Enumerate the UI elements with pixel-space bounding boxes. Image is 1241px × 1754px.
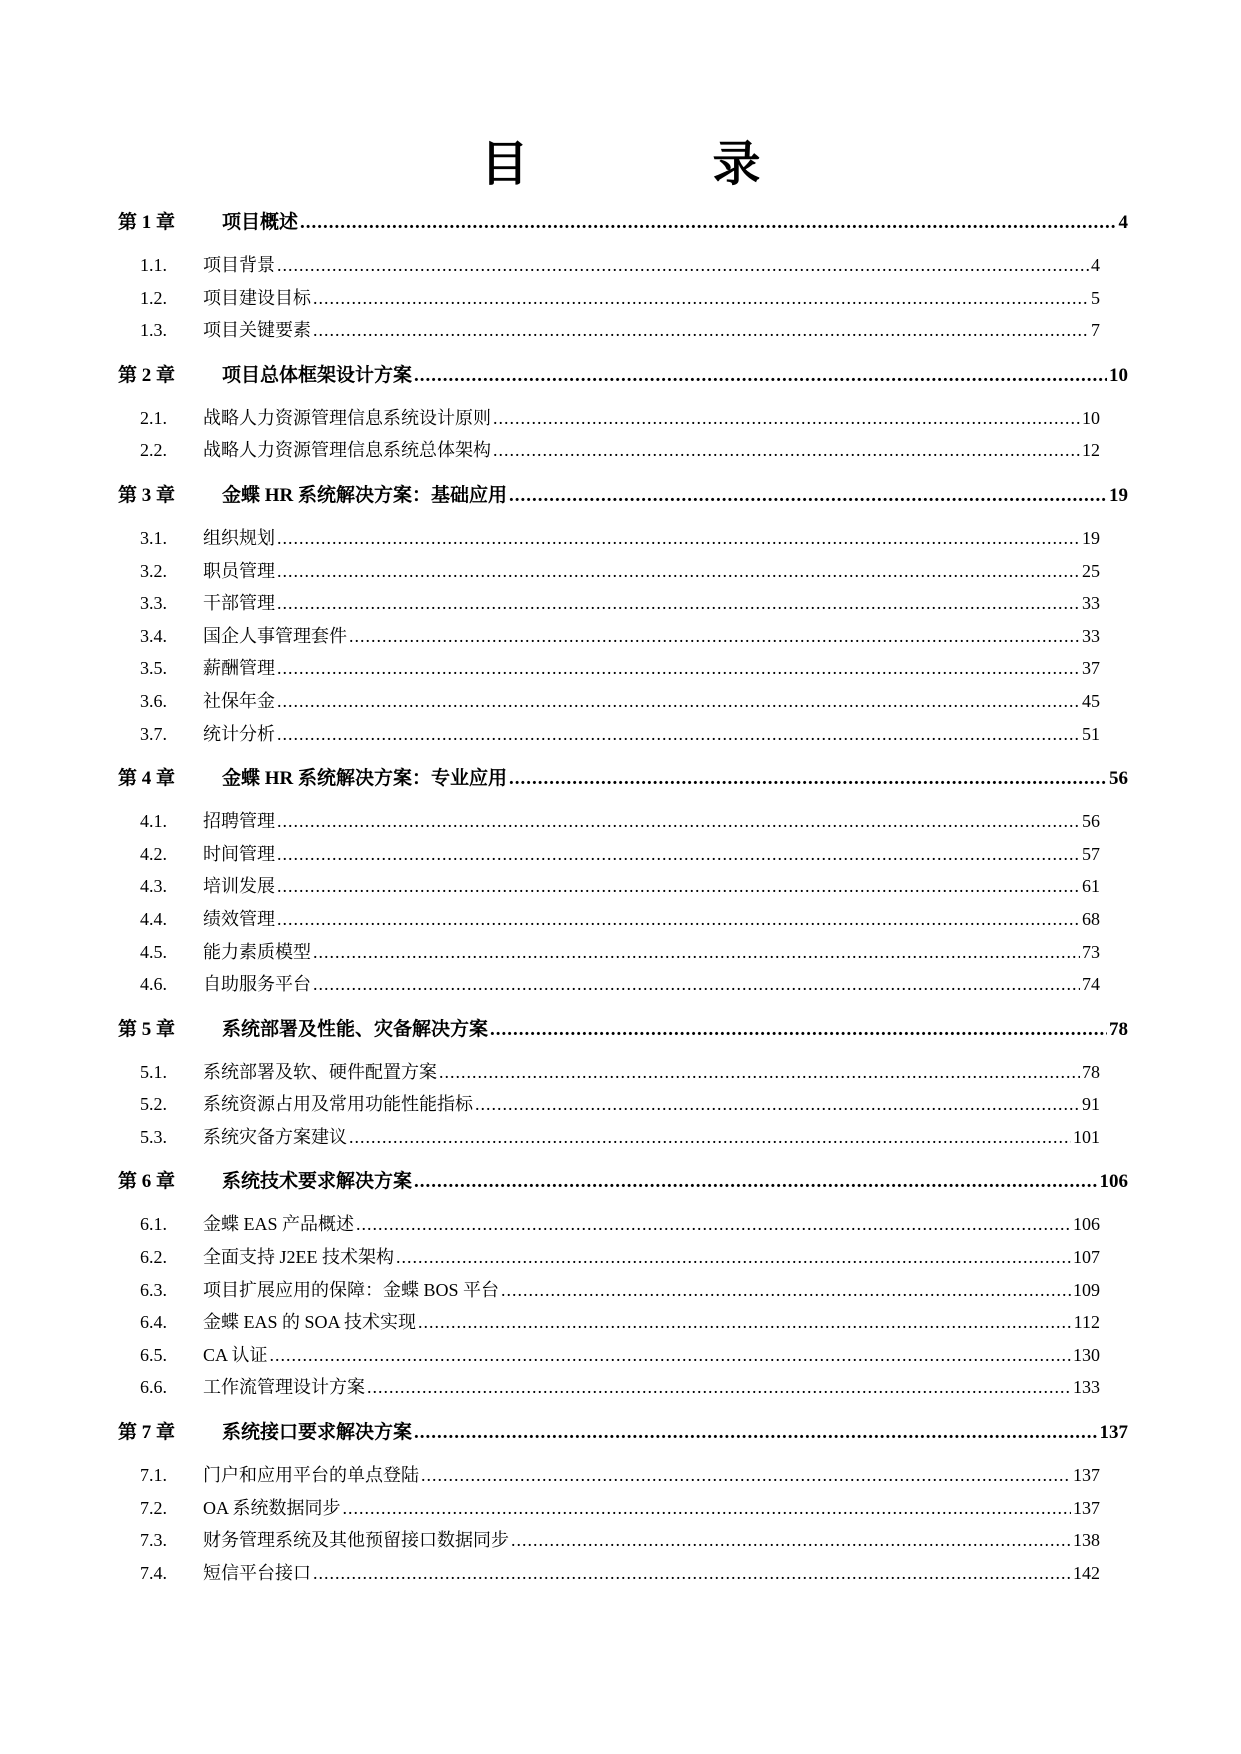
section-title: 干部管理 xyxy=(203,593,275,614)
dot-leader xyxy=(475,1088,1080,1121)
dot-leader xyxy=(277,718,1080,751)
toc-section[interactable] xyxy=(118,587,1128,620)
toc-section[interactable] xyxy=(118,968,1128,1001)
section-number: 5.1. xyxy=(140,1061,167,1082)
dot-leader xyxy=(490,1014,1107,1046)
section-title: CA 认证 xyxy=(203,1344,268,1365)
section-title: 项目建设目标 xyxy=(203,287,311,308)
dot-leader xyxy=(356,1208,1071,1241)
toc-section[interactable] xyxy=(118,1121,1128,1154)
chapter-number: 第 7 章 xyxy=(118,1422,176,1444)
toc-section[interactable] xyxy=(118,1208,1128,1241)
toc-section[interactable] xyxy=(118,620,1128,653)
section-page-number: 61 xyxy=(1082,876,1100,897)
toc-section[interactable] xyxy=(118,1306,1128,1339)
toc-section[interactable] xyxy=(118,652,1128,685)
section-page-number: 107 xyxy=(1073,1247,1100,1268)
chapter-title: 系统技术要求解决方案 xyxy=(222,1171,413,1193)
dot-leader xyxy=(277,249,1089,282)
chapter-page-number: 4 xyxy=(1118,212,1128,233)
toc-section[interactable] xyxy=(118,1241,1128,1274)
toc-section[interactable] xyxy=(118,805,1128,838)
section-page-number: 133 xyxy=(1073,1377,1100,1398)
section-number: 4.5. xyxy=(140,941,167,962)
toc-section[interactable] xyxy=(118,1056,1128,1089)
section-page-number: 10 xyxy=(1082,407,1100,428)
section-page-number: 138 xyxy=(1073,1530,1100,1551)
section-page-number: 74 xyxy=(1082,974,1100,995)
toc-chapter[interactable] xyxy=(118,763,1128,795)
dot-leader xyxy=(367,1371,1071,1404)
dot-leader xyxy=(277,587,1080,620)
dot-leader xyxy=(313,282,1089,315)
section-number: 6.5. xyxy=(140,1344,167,1365)
dot-leader xyxy=(300,207,1116,239)
dot-leader xyxy=(414,1417,1097,1449)
section-number: 3.5. xyxy=(140,658,167,679)
section-number: 2.1. xyxy=(140,407,167,428)
section-number: 4.2. xyxy=(140,843,167,864)
section-number: 7.3. xyxy=(140,1530,167,1551)
chapter-title: 系统部署及性能、灾备解决方案 xyxy=(222,1018,489,1040)
section-number: 4.4. xyxy=(140,908,167,929)
toc-section[interactable] xyxy=(118,870,1128,903)
section-number: 6.3. xyxy=(140,1279,167,1300)
section-number: 1.2. xyxy=(140,287,167,308)
chapter-number: 第 5 章 xyxy=(118,1018,176,1040)
toc-section[interactable] xyxy=(118,1492,1128,1525)
dot-leader xyxy=(421,1459,1071,1492)
toc-section[interactable] xyxy=(118,402,1128,435)
section-page-number: 112 xyxy=(1073,1312,1100,1333)
section-number: 6.6. xyxy=(140,1377,167,1398)
chapter-page-number: 106 xyxy=(1099,1171,1128,1193)
section-title: 门户和应用平台的单点登陆 xyxy=(203,1465,419,1486)
toc-section[interactable] xyxy=(118,555,1128,588)
section-title: 项目关键要素 xyxy=(203,320,311,341)
section-page-number: 106 xyxy=(1073,1214,1100,1235)
toc-section[interactable] xyxy=(118,1557,1128,1590)
section-number: 4.3. xyxy=(140,876,167,897)
toc-section[interactable] xyxy=(118,314,1128,347)
section-page-number: 142 xyxy=(1073,1562,1100,1583)
toc-section[interactable] xyxy=(118,685,1128,718)
dot-leader xyxy=(277,870,1080,903)
chapter-title: 金蝶 HR 系统解决方案：专业应用 xyxy=(222,768,508,790)
chapter-page-number: 56 xyxy=(1109,768,1128,790)
toc-section[interactable] xyxy=(118,1459,1128,1492)
section-page-number: 137 xyxy=(1073,1497,1100,1518)
toc-section[interactable] xyxy=(118,249,1128,282)
chapter-page-number: 137 xyxy=(1099,1422,1128,1444)
section-title: 社保年金 xyxy=(203,690,275,711)
section-number: 3.3. xyxy=(140,593,167,614)
chapter-number: 第 6 章 xyxy=(118,1171,176,1193)
toc-section[interactable] xyxy=(118,434,1128,467)
section-title: 招聘管理 xyxy=(203,811,275,832)
dot-leader xyxy=(277,838,1080,871)
section-page-number: 12 xyxy=(1082,440,1100,461)
section-title: 项目扩展应用的保障：金蝶 BOS 平台 xyxy=(203,1279,500,1300)
section-number: 6.4. xyxy=(140,1312,167,1333)
dot-leader xyxy=(343,1492,1071,1525)
dot-leader xyxy=(396,1241,1071,1274)
toc-section[interactable] xyxy=(118,1524,1128,1557)
section-page-number: 45 xyxy=(1082,690,1100,711)
dot-leader xyxy=(349,1121,1071,1154)
dot-leader xyxy=(313,936,1080,969)
section-number: 7.1. xyxy=(140,1465,167,1486)
section-page-number: 33 xyxy=(1082,625,1100,646)
chapter-page-number: 78 xyxy=(1109,1018,1128,1040)
section-page-number: 130 xyxy=(1073,1344,1100,1365)
chapter-page-number: 10 xyxy=(1109,364,1128,386)
dot-leader xyxy=(493,434,1080,467)
section-page-number: 137 xyxy=(1073,1465,1100,1486)
chapter-page-number: 19 xyxy=(1109,484,1128,506)
dot-leader xyxy=(277,805,1080,838)
toc-section[interactable] xyxy=(118,936,1128,969)
section-title: OA 系统数据同步 xyxy=(203,1497,341,1518)
section-number: 3.6. xyxy=(140,690,167,711)
section-page-number: 101 xyxy=(1073,1126,1100,1147)
chapter-number: 第 1 章 xyxy=(118,212,176,233)
dot-leader xyxy=(277,903,1080,936)
section-title: 国企人事管理套件 xyxy=(203,625,347,646)
section-title: 组织规划 xyxy=(203,527,275,548)
section-title: 自助服务平台 xyxy=(203,974,311,995)
chapter-title: 系统接口要求解决方案 xyxy=(222,1422,413,1444)
dot-leader xyxy=(313,314,1089,347)
section-title: 财务管理系统及其他预留接口数据同步 xyxy=(203,1530,509,1551)
section-title: 职员管理 xyxy=(203,560,275,581)
section-page-number: 73 xyxy=(1082,941,1100,962)
section-number: 6.2. xyxy=(140,1247,167,1268)
section-page-number: 7 xyxy=(1091,320,1100,341)
table-of-contents xyxy=(118,207,1128,1589)
dot-leader xyxy=(277,522,1080,555)
section-page-number: 4 xyxy=(1091,255,1100,275)
section-number: 2.2. xyxy=(140,440,167,461)
dot-leader xyxy=(313,1557,1071,1590)
dot-leader xyxy=(414,1166,1097,1198)
section-title: 战略人力资源管理信息系统设计原则 xyxy=(203,407,491,428)
section-number: 4.1. xyxy=(140,811,167,832)
section-number: 5.3. xyxy=(140,1126,167,1147)
section-title: 统计分析 xyxy=(203,723,275,744)
chapter-title: 项目总体框架设计方案 xyxy=(222,364,413,386)
dot-leader xyxy=(313,968,1080,1001)
section-number: 1.1. xyxy=(140,255,167,275)
section-number: 4.6. xyxy=(140,974,167,995)
toc-section[interactable] xyxy=(118,1274,1128,1307)
section-title: 时间管理 xyxy=(203,843,275,864)
section-page-number: 56 xyxy=(1082,811,1100,832)
section-title: 系统资源占用及常用功能性能指标 xyxy=(203,1094,473,1115)
page-title: 目 录 xyxy=(480,136,829,192)
toc-chapter[interactable] xyxy=(118,207,1128,239)
toc-chapter[interactable] xyxy=(118,480,1128,512)
section-number: 3.7. xyxy=(140,723,167,744)
section-title: 项目背景 xyxy=(203,255,275,275)
toc-section[interactable] xyxy=(118,282,1128,315)
section-title: 绩效管理 xyxy=(203,908,275,929)
section-page-number: 68 xyxy=(1082,908,1100,929)
chapter-number: 第 2 章 xyxy=(118,364,176,386)
toc-section[interactable] xyxy=(118,1339,1128,1372)
section-number: 3.2. xyxy=(140,560,167,581)
dot-leader xyxy=(277,652,1080,685)
toc-chapter[interactable] xyxy=(118,360,1128,392)
section-number: 7.2. xyxy=(140,1497,167,1518)
section-title: 全面支持 J2EE 技术架构 xyxy=(203,1247,394,1268)
section-number: 3.1. xyxy=(140,527,167,548)
section-title: 工作流管理设计方案 xyxy=(203,1377,365,1398)
section-title: 培训发展 xyxy=(203,876,275,897)
dot-leader xyxy=(277,685,1080,718)
toc-section[interactable] xyxy=(118,522,1128,555)
toc-section[interactable] xyxy=(118,903,1128,936)
section-page-number: 51 xyxy=(1082,723,1100,744)
section-number: 3.4. xyxy=(140,625,167,646)
chapter-number: 第 4 章 xyxy=(118,768,176,790)
section-number: 5.2. xyxy=(140,1094,167,1115)
section-title: 系统部署及软、硬件配置方案 xyxy=(203,1061,437,1082)
section-title: 战略人力资源管理信息系统总体架构 xyxy=(203,440,491,461)
toc-chapter[interactable] xyxy=(118,1166,1128,1198)
section-page-number: 25 xyxy=(1082,560,1100,581)
section-page-number: 37 xyxy=(1082,658,1100,679)
section-page-number: 33 xyxy=(1082,593,1100,614)
dot-leader xyxy=(414,360,1107,392)
section-title: 系统灾备方案建议 xyxy=(203,1126,347,1147)
toc-section[interactable] xyxy=(118,838,1128,871)
chapter-number: 第 3 章 xyxy=(118,484,176,506)
section-page-number: 5 xyxy=(1091,287,1100,308)
section-title: 金蝶 EAS 的 SOA 技术实现 xyxy=(203,1312,417,1333)
section-page-number: 78 xyxy=(1082,1061,1100,1082)
section-title: 薪酬管理 xyxy=(203,658,275,679)
dot-leader xyxy=(509,763,1107,795)
section-title: 能力素质模型 xyxy=(203,941,311,962)
dot-leader xyxy=(270,1339,1071,1372)
section-page-number: 57 xyxy=(1082,843,1100,864)
section-title: 金蝶 EAS 产品概述 xyxy=(203,1214,355,1235)
dot-leader xyxy=(439,1056,1080,1089)
section-number: 6.1. xyxy=(140,1214,167,1235)
dot-leader xyxy=(493,402,1080,435)
dot-leader xyxy=(511,1524,1071,1557)
dot-leader xyxy=(277,555,1080,588)
section-number: 7.4. xyxy=(140,1562,167,1583)
section-page-number: 19 xyxy=(1082,527,1100,548)
dot-leader xyxy=(509,480,1107,512)
chapter-title: 项目概述 xyxy=(222,212,299,233)
section-title: 短信平台接口 xyxy=(203,1562,311,1583)
toc-section[interactable] xyxy=(118,1371,1128,1404)
toc-section[interactable] xyxy=(118,718,1128,751)
chapter-title: 金蝶 HR 系统解决方案：基础应用 xyxy=(222,484,508,506)
section-number: 1.3. xyxy=(140,320,167,341)
section-page-number: 91 xyxy=(1082,1094,1100,1115)
section-page-number: 109 xyxy=(1073,1279,1100,1300)
toc-section[interactable] xyxy=(118,1088,1128,1121)
dot-leader xyxy=(418,1306,1072,1339)
dot-leader xyxy=(349,620,1080,653)
toc-chapter[interactable] xyxy=(118,1417,1128,1449)
toc-chapter[interactable] xyxy=(118,1014,1128,1046)
dot-leader xyxy=(501,1274,1071,1307)
